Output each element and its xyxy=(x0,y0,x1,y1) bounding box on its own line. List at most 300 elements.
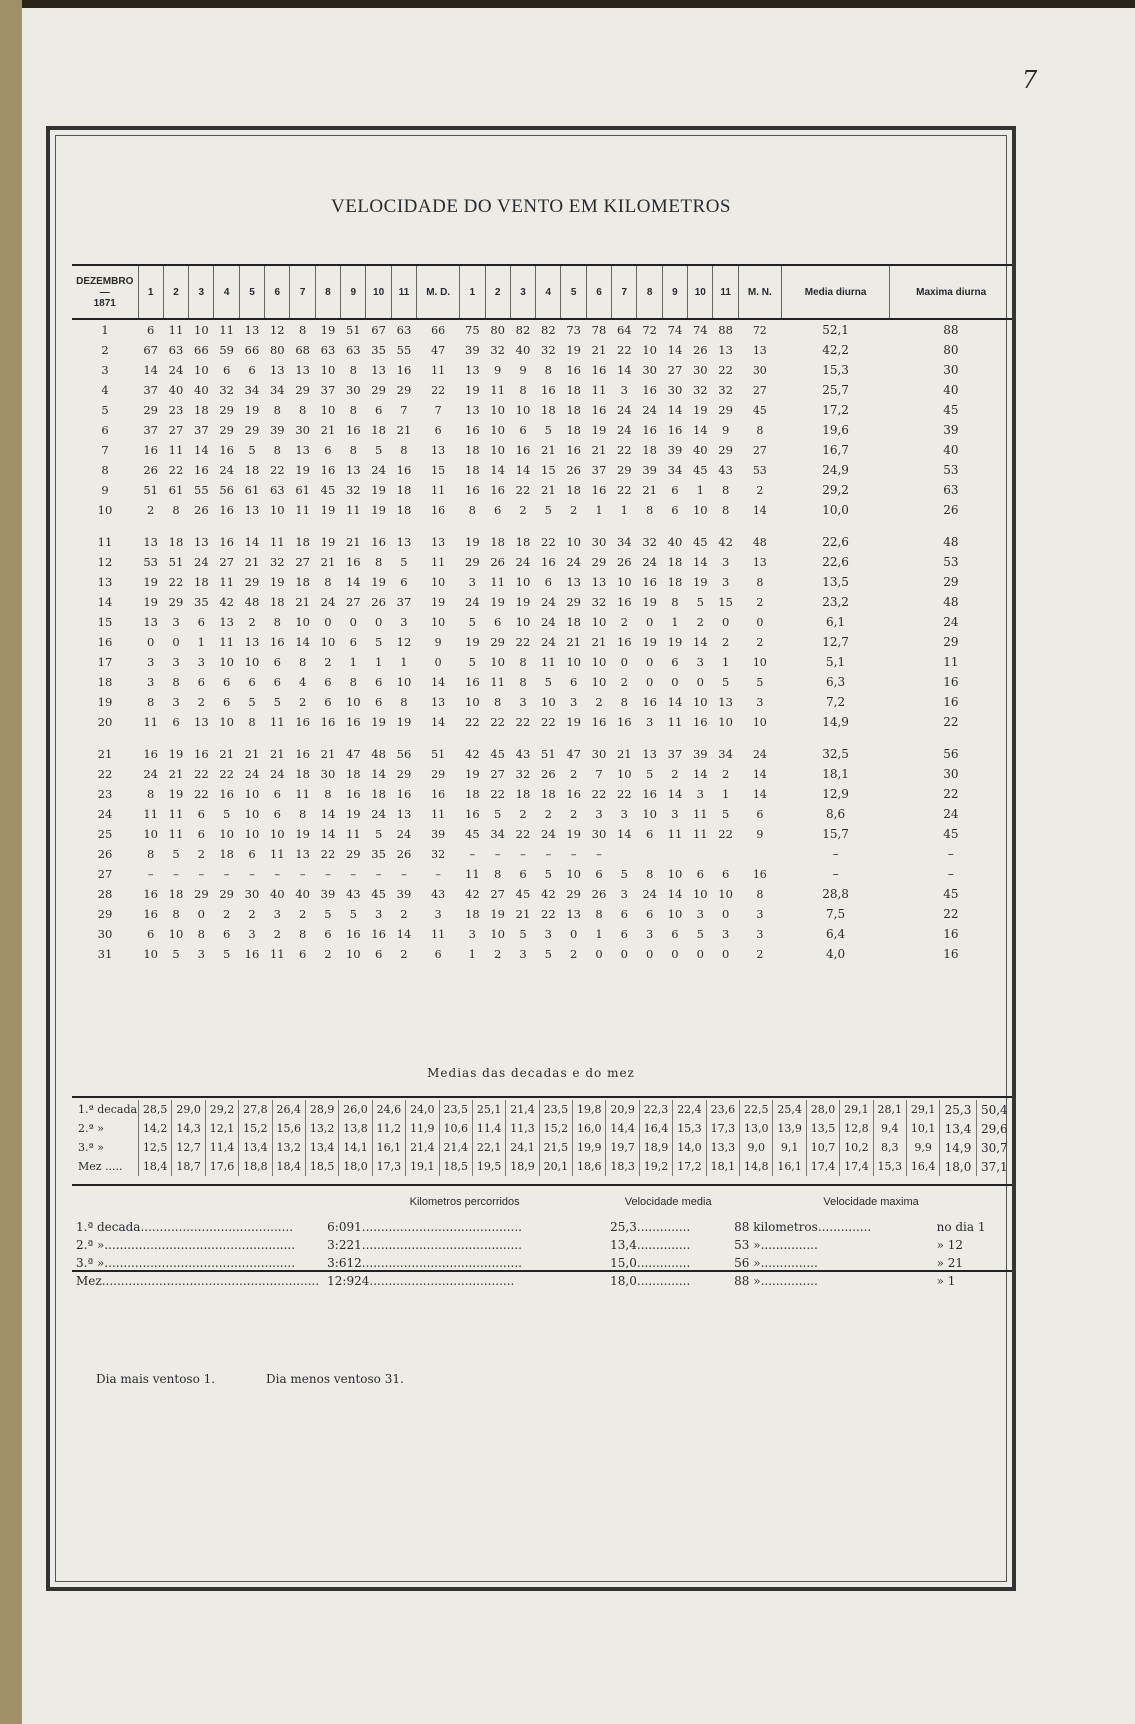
hour-value: 26 xyxy=(616,555,632,569)
decada-value: 15,2 xyxy=(539,1119,572,1138)
hour-value: 2 xyxy=(569,807,578,821)
hour-value: 6 xyxy=(197,827,205,841)
hour-value: 73 xyxy=(566,323,581,337)
hour-value: – xyxy=(350,867,357,881)
hour-value: 1 xyxy=(197,635,205,649)
hour-value: 8 xyxy=(374,555,383,569)
decada-value: 29,0 xyxy=(172,1100,205,1119)
hour-value: 3 xyxy=(248,927,256,941)
header-month xyxy=(72,265,138,319)
table-row xyxy=(72,864,1012,884)
maxima-diurna: 11 xyxy=(943,655,959,669)
decada-value: 14,2 xyxy=(139,1119,172,1138)
hour-value: 16 xyxy=(692,715,708,729)
hour-value: 3 xyxy=(696,655,704,669)
hour-value: 74 xyxy=(692,323,708,337)
hour-value: 2 xyxy=(324,655,332,669)
hour-value: 9 xyxy=(434,635,442,649)
hour-value: 2 xyxy=(324,947,332,961)
hour-value: 24 xyxy=(371,807,386,821)
decada-value: 25,4 xyxy=(773,1100,806,1119)
hour-value: 16 xyxy=(591,363,607,377)
hour-value: 6 xyxy=(721,867,730,881)
header-col: 2 xyxy=(485,265,510,319)
decada-value: 22,3 xyxy=(639,1100,672,1119)
hour-value: 51 xyxy=(168,555,184,569)
media-diurna: 6,3 xyxy=(826,675,846,689)
hour-value: 18 xyxy=(396,483,412,497)
hour-value: 6 xyxy=(248,363,256,377)
hour-value xyxy=(612,844,637,864)
hour-value: 14 xyxy=(490,463,505,477)
hour-value: 29 xyxy=(396,383,412,397)
hour-value: 51 xyxy=(541,747,556,761)
hour-value: 6 xyxy=(374,947,383,961)
hour-value: 8 xyxy=(671,595,679,609)
decada-max: 29,6 xyxy=(976,1119,1012,1138)
day-number: 21 xyxy=(97,747,113,761)
hour-value: 2 xyxy=(273,927,281,941)
hour-value: 14 xyxy=(616,827,632,841)
decada-label: 2.ª » xyxy=(78,1122,104,1135)
hour-value: 16 xyxy=(194,747,209,761)
hour-value: 5 xyxy=(468,615,476,629)
hour-value: 11 xyxy=(168,443,184,457)
hour-value: 8 xyxy=(147,695,155,709)
hour-value: 2 xyxy=(147,503,155,517)
hour-value: 16 xyxy=(616,595,632,609)
hour-value: 40 xyxy=(168,383,184,397)
hour-value: 6 xyxy=(620,927,628,941)
hour-value: 6 xyxy=(197,807,205,821)
hour-value: 32 xyxy=(718,383,733,397)
hour-value: 8 xyxy=(519,675,527,689)
hour-value: 16 xyxy=(345,715,361,729)
table-row xyxy=(72,592,1012,612)
hour-value: 21 xyxy=(219,747,234,761)
decada-value: 17,4 xyxy=(840,1157,873,1176)
table-row xyxy=(72,944,1012,964)
hour-value: 16 xyxy=(219,535,234,549)
day-number: 24 xyxy=(97,807,113,821)
hour-value: 24 xyxy=(541,635,556,649)
hour-value: 3 xyxy=(671,807,679,821)
decada-value: 23,6 xyxy=(706,1100,739,1119)
hour-value: 45 xyxy=(465,827,480,841)
hour-value: 8 xyxy=(298,807,307,821)
hour-value: 10 xyxy=(718,715,733,729)
hour-value: 37 xyxy=(320,383,336,397)
summary-dots: ............... xyxy=(760,1256,818,1270)
decada-value: 11,3 xyxy=(506,1119,539,1138)
hour-value: 8 xyxy=(721,483,730,497)
hour-value: 10 xyxy=(431,615,446,629)
hour-value: 1 xyxy=(696,483,704,497)
hour-value: 22 xyxy=(219,767,234,781)
hour-value: 16 xyxy=(219,503,234,517)
hour-value: 8 xyxy=(349,675,357,689)
hour-value: 8 xyxy=(645,503,654,517)
media-diurna: 5,1 xyxy=(826,655,846,669)
hour-value: 24 xyxy=(752,747,767,761)
hour-value: 21 xyxy=(345,535,361,549)
hour-value: 14 xyxy=(752,787,767,801)
hour-value: 16 xyxy=(320,463,336,477)
hour-value: 13 xyxy=(752,555,767,569)
hour-value: 10 xyxy=(320,403,336,417)
hour-value: 34 xyxy=(667,463,683,477)
hour-value: 35 xyxy=(371,847,386,861)
hour-value: 19 xyxy=(320,503,336,517)
hour-value: 18 xyxy=(168,887,184,901)
decada-value: 9,0 xyxy=(740,1138,773,1157)
hour-value: 30 xyxy=(591,747,607,761)
maxima-diurna: – xyxy=(947,867,954,881)
hour-value: 11 xyxy=(168,807,184,821)
hour-value: 3 xyxy=(595,807,603,821)
hour-value: 3 xyxy=(569,695,578,709)
hour-value: 19 xyxy=(371,483,386,497)
hour-value: 18 xyxy=(371,423,386,437)
hour-value: 67 xyxy=(143,343,158,357)
hour-value: 2 xyxy=(519,503,527,517)
hour-value: 6 xyxy=(519,867,527,881)
summary-row xyxy=(72,1272,1012,1290)
hour-value: 8 xyxy=(147,787,155,801)
hour-value: 8 xyxy=(756,887,764,901)
table-body xyxy=(72,319,1012,964)
hour-value: 61 xyxy=(244,483,260,497)
hour-value: 6 xyxy=(222,695,231,709)
summary-km: 3:612 xyxy=(327,1256,362,1270)
hour-value: 19 xyxy=(320,535,336,549)
decada-value: 19,1 xyxy=(406,1157,439,1176)
hour-value: 18 xyxy=(465,907,480,921)
hour-value: 45 xyxy=(692,463,708,477)
hour-value: 45 xyxy=(752,403,767,417)
hour-value: 40 xyxy=(692,443,708,457)
summary-dia: » 21 xyxy=(936,1256,964,1270)
decada-value: 10,6 xyxy=(439,1119,472,1138)
hour-value: 8 xyxy=(172,907,180,921)
decada-value: 14,3 xyxy=(172,1119,205,1138)
decada-value: 17,4 xyxy=(806,1157,839,1176)
decada-row xyxy=(72,1138,1012,1157)
hour-value: 10 xyxy=(566,535,581,549)
hour-value: 6 xyxy=(645,907,654,921)
hour-value: 3 xyxy=(519,695,527,709)
decada-label: 3.ª » xyxy=(78,1141,104,1154)
hour-value: 10 xyxy=(396,675,412,689)
hour-value: 13 xyxy=(295,363,310,377)
hour-value: 16 xyxy=(642,695,657,709)
table-row xyxy=(72,764,1012,784)
hour-value: 29 xyxy=(465,555,480,569)
hour-value: 30 xyxy=(591,535,607,549)
hour-value: 24 xyxy=(269,767,285,781)
hour-value: 2 xyxy=(756,483,764,497)
hour-value: 18 xyxy=(269,595,285,609)
decada-value: 15,3 xyxy=(673,1119,706,1138)
hour-value: 14 xyxy=(345,575,361,589)
day-number: 31 xyxy=(97,947,113,961)
summary-dots: .............. xyxy=(636,1274,691,1288)
book-spine xyxy=(0,0,22,1724)
hour-value: 29 xyxy=(566,887,581,901)
summary-km-cell xyxy=(323,1272,606,1290)
table-row xyxy=(72,652,1012,672)
hour-value: 27 xyxy=(295,555,310,569)
hour-value: 35 xyxy=(371,343,386,357)
hour-value: 0 xyxy=(671,675,679,689)
decada-value: 13,9 xyxy=(773,1119,806,1138)
hour-value: 5 xyxy=(468,655,476,669)
hour-value: 10 xyxy=(320,635,336,649)
table-row xyxy=(72,380,1012,400)
hour-value: 8 xyxy=(324,575,332,589)
hour-value: 11 xyxy=(490,575,505,589)
hour-value: 0 xyxy=(756,615,764,629)
hour-value: 0 xyxy=(147,635,155,649)
summary-dots: .................................................. xyxy=(104,1238,296,1252)
hour-value: – xyxy=(570,847,577,861)
hour-value: 64 xyxy=(616,323,632,337)
media-diurna: 7,2 xyxy=(826,695,846,709)
media-diurna: 18,1 xyxy=(822,767,849,781)
hour-value: 43 xyxy=(431,887,446,901)
hour-value: 8 xyxy=(298,927,307,941)
hour-value: 0 xyxy=(721,615,730,629)
decada-value: 18,8 xyxy=(239,1157,272,1176)
hour-value: 40 xyxy=(667,535,683,549)
hour-value: 19 xyxy=(295,463,310,477)
hour-value: 30 xyxy=(752,363,767,377)
decada-value: 29,1 xyxy=(906,1100,939,1119)
summary-label-cell xyxy=(72,1218,323,1236)
hour-value: 19 xyxy=(371,715,386,729)
hour-value: 13 xyxy=(194,535,209,549)
decada-value: 9,9 xyxy=(906,1138,939,1157)
maxima-diurna: 22 xyxy=(943,907,959,921)
hour-value: 29 xyxy=(143,403,158,417)
hour-value: 15 xyxy=(541,463,556,477)
hour-value: 6 xyxy=(147,323,155,337)
hour-value: 8 xyxy=(721,503,730,517)
hour-value: 6 xyxy=(544,575,552,589)
hour-value: 16 xyxy=(371,535,386,549)
hour-value: 18 xyxy=(295,767,310,781)
header-col: 11 xyxy=(713,265,738,319)
hour-value: 10 xyxy=(143,947,158,961)
hour-value: 12 xyxy=(269,323,285,337)
hour-value: 39 xyxy=(396,887,412,901)
table-row xyxy=(72,500,1012,520)
hour-value: 29 xyxy=(718,443,733,457)
maxima-diurna: 29 xyxy=(943,635,959,649)
hour-value: 10 xyxy=(515,575,531,589)
hour-value: 10 xyxy=(345,947,361,961)
hour-value: 26 xyxy=(490,555,505,569)
hour-value: 14 xyxy=(320,827,336,841)
hour-value: 10 xyxy=(490,655,505,669)
hour-value: 3 xyxy=(400,615,408,629)
hour-value: 10 xyxy=(515,615,531,629)
hour-value: 42 xyxy=(541,887,556,901)
medias-title: Medias das decadas e do mez xyxy=(427,1066,635,1080)
decada-value: 18,6 xyxy=(573,1157,606,1176)
decada-value: 22,5 xyxy=(740,1100,773,1119)
hour-value: 21 xyxy=(295,595,310,609)
hour-value: 2 xyxy=(298,695,307,709)
hour-value: 8 xyxy=(298,655,307,669)
hour-value: 29 xyxy=(219,423,234,437)
decada-value: 16,4 xyxy=(639,1119,672,1138)
hour-value: 2 xyxy=(222,907,231,921)
hour-value: 24 xyxy=(541,827,556,841)
hour-value: 2 xyxy=(756,595,764,609)
hour-value: 11 xyxy=(667,827,683,841)
hour-value: 5 xyxy=(374,827,383,841)
hour-value: 6 xyxy=(222,363,231,377)
hour-value: 3 xyxy=(756,907,764,921)
hour-value: 18 xyxy=(566,403,581,417)
hour-value: 3 xyxy=(519,947,527,961)
hour-value: 32 xyxy=(269,555,285,569)
hour-value: 10 xyxy=(591,655,607,669)
hour-value: 18 xyxy=(371,787,386,801)
hour-value: 19 xyxy=(642,595,657,609)
hour-value: 1 xyxy=(468,947,476,961)
header-col: 10 xyxy=(366,265,391,319)
hour-value: 19 xyxy=(371,575,386,589)
hour-value: 16 xyxy=(143,443,158,457)
decada-value: 19,8 xyxy=(573,1100,606,1119)
summary-label-cell xyxy=(72,1236,323,1254)
hour-value: – xyxy=(545,847,552,861)
hour-value: 22 xyxy=(320,847,336,861)
hour-value: 18 xyxy=(168,535,184,549)
hour-value: 22 xyxy=(431,383,446,397)
hour-value: 16 xyxy=(194,463,209,477)
hour-value: 3 xyxy=(645,715,654,729)
decada-value: 23,5 xyxy=(539,1100,572,1119)
hour-value: 16 xyxy=(642,383,657,397)
hour-value: 16 xyxy=(465,483,480,497)
hour-value: 18 xyxy=(541,403,556,417)
hour-value: 61 xyxy=(295,483,310,497)
hour-value: 0 xyxy=(569,927,578,941)
hour-value: 0 xyxy=(620,655,628,669)
hour-value: 47 xyxy=(431,343,446,357)
hour-value: 5 xyxy=(172,847,180,861)
header-dash: — xyxy=(99,286,110,298)
hour-value: 24 xyxy=(244,767,260,781)
hour-value: 29 xyxy=(244,423,260,437)
hour-value: 37 xyxy=(194,423,209,437)
hour-value: 6 xyxy=(696,867,704,881)
day-number: 6 xyxy=(101,423,109,437)
hour-value: 16 xyxy=(345,787,361,801)
decadas-body xyxy=(72,1100,1012,1176)
hour-value: 11 xyxy=(143,807,158,821)
hour-value: 13 xyxy=(295,847,310,861)
maxima-diurna: 26 xyxy=(943,503,959,517)
hour-value: 16 xyxy=(541,555,556,569)
hour-value: 29 xyxy=(396,767,412,781)
hour-value: 16 xyxy=(642,575,657,589)
decada-max: 50,4 xyxy=(976,1100,1012,1119)
hour-value: – xyxy=(147,867,154,881)
decada-value: 18,3 xyxy=(606,1157,639,1176)
hour-value: 0 xyxy=(696,947,704,961)
hour-value: 5 xyxy=(519,927,527,941)
hour-value: 26 xyxy=(591,887,607,901)
hour-value: 27 xyxy=(168,423,184,437)
hour-value: 63 xyxy=(345,343,361,357)
hour-value: 18 xyxy=(244,463,260,477)
hour-value: 43 xyxy=(515,747,531,761)
decada-value: 14,8 xyxy=(740,1157,773,1176)
hour-value: 6 xyxy=(595,867,603,881)
header-col: 4 xyxy=(536,265,561,319)
hour-value: 2 xyxy=(569,947,578,961)
hour-value: 2 xyxy=(400,907,408,921)
hour-value: 43 xyxy=(718,463,733,477)
summary-max-cell xyxy=(730,1218,932,1236)
hour-value: 63 xyxy=(396,323,412,337)
media-diurna: 15,3 xyxy=(822,363,849,377)
summary-spacer xyxy=(72,1186,323,1218)
hour-value: 72 xyxy=(752,323,767,337)
hour-value: 6 xyxy=(494,615,502,629)
decada-value: 19,7 xyxy=(606,1138,639,1157)
hour-value: 11 xyxy=(345,827,361,841)
hour-value: 55 xyxy=(396,343,412,357)
decada-value: 15,3 xyxy=(873,1157,906,1176)
decada-value: 12,5 xyxy=(139,1138,172,1157)
media-diurna: 22,6 xyxy=(822,535,849,549)
day-number: 8 xyxy=(101,463,109,477)
hour-value: 34 xyxy=(490,827,505,841)
hour-value: 18 xyxy=(667,555,683,569)
maxima-diurna: 22 xyxy=(943,715,959,729)
summary-max: 88 » xyxy=(734,1274,761,1288)
hour-value: 13 xyxy=(591,575,607,589)
hour-value: 39 xyxy=(692,747,708,761)
hour-value: 1 xyxy=(349,655,357,669)
day-number: 17 xyxy=(97,655,113,669)
header-col: 10 xyxy=(688,265,713,319)
hour-value: 18 xyxy=(219,847,234,861)
decada-value: 20,9 xyxy=(606,1100,639,1119)
hour-value: 10 xyxy=(566,867,581,881)
hour-value: 82 xyxy=(541,323,556,337)
hour-value: 68 xyxy=(295,343,310,357)
hour-value: 5 xyxy=(222,807,231,821)
hour-value: 26 xyxy=(566,463,581,477)
hour-value: 21 xyxy=(616,747,632,761)
summary-header-max: Velocidade maxima xyxy=(823,1196,919,1208)
hour-value: 5 xyxy=(721,675,730,689)
hour-value: 34 xyxy=(269,383,285,397)
hour-value: 6 xyxy=(374,695,383,709)
hour-value: 8 xyxy=(400,443,408,457)
hour-value: 6 xyxy=(222,675,231,689)
hour-value: 8 xyxy=(544,363,552,377)
table-row xyxy=(72,520,1012,552)
hour-value: 21 xyxy=(566,635,581,649)
hour-value: 13 xyxy=(269,363,285,377)
